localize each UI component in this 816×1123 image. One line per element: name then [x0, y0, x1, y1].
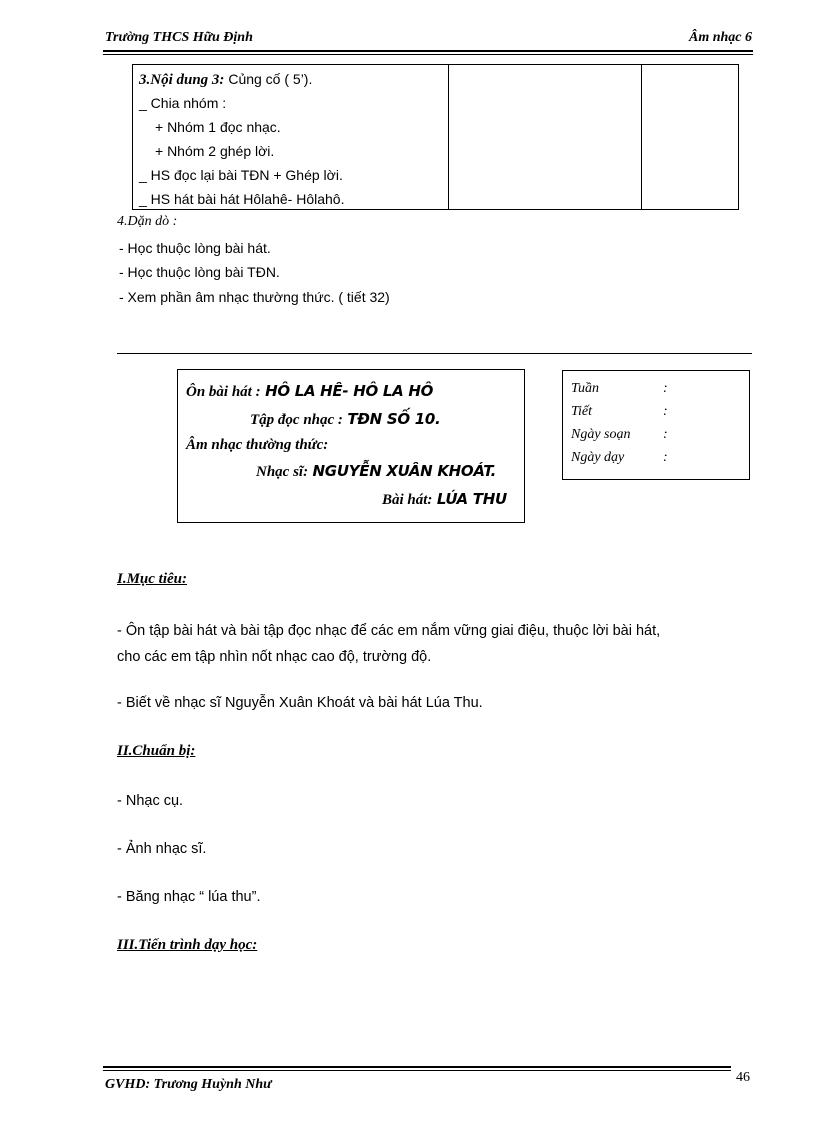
composer-label: Nhạc sĩ:: [256, 464, 309, 480]
song-value: HÔ LA HÊ- HÔ LA HÔ: [265, 382, 434, 400]
content-heading-label: 3.Nội dung 3:: [139, 72, 225, 88]
schedule-info-box: [562, 370, 750, 480]
reading-line: [250, 410, 440, 429]
song-label: Ôn bài hát :: [186, 384, 261, 400]
song-line: [186, 382, 433, 401]
preparation-item: - Nhạc cụ.: [117, 793, 184, 809]
info-label: Tiết: [571, 404, 593, 419]
info-colon: :: [663, 404, 668, 419]
reading-value: TĐN SỐ 10.: [347, 410, 441, 428]
preparation-heading: II.Chuẩn bị:: [117, 743, 196, 759]
table-line: _ Chia nhóm :: [139, 95, 227, 111]
piece-label: Bài hát:: [382, 492, 433, 508]
table-column-divider: [448, 65, 449, 209]
header-school: Trường THCS Hữu Định: [105, 30, 253, 45]
table-line: _ HS đọc lại bài TĐN + Ghép lời.: [139, 167, 343, 183]
preparation-item: - Băng nhạc “ lúa thu”.: [117, 889, 261, 905]
info-colon: :: [663, 427, 668, 442]
objectives-text: cho các em tập nhìn nốt nhạc cao độ, trường độ.: [117, 649, 432, 665]
table-line: + Nhóm 2 ghép lời.: [155, 143, 275, 159]
info-row-week: [571, 381, 668, 397]
objectives-heading: I.Mục tiêu:: [117, 571, 188, 587]
info-colon: :: [663, 381, 668, 396]
info-row-teaching-date: [571, 450, 668, 466]
table-column-divider: [641, 65, 642, 209]
info-label: Ngày dạy: [571, 450, 625, 465]
footer-divider: [103, 1066, 731, 1068]
homework-item: - Học thuộc lòng bài TĐN.: [119, 264, 280, 280]
theory-line: [186, 436, 328, 454]
process-heading: III.Tiến trình dạy học:: [117, 937, 258, 953]
info-colon: :: [663, 450, 668, 465]
reading-label: Tập đọc nhạc :: [250, 412, 343, 428]
content-heading: [139, 71, 312, 89]
info-label: Tuần: [571, 381, 600, 396]
info-label: Ngày soạn: [571, 427, 631, 442]
table-line: _ HS hát bài hát Hôlahê- Hôlahô.: [139, 191, 345, 207]
info-row-period: [571, 404, 668, 420]
footer-divider-thin: [103, 1070, 731, 1071]
info-row-prepared-date: [571, 427, 668, 443]
header-divider: [103, 50, 753, 52]
footer-teacher: GVHD: Trương Huỳnh Như: [105, 1077, 272, 1092]
table-line: + Nhóm 1 đọc nhạc.: [155, 119, 281, 135]
header-divider-thin: [103, 54, 753, 55]
activity-table: [132, 64, 739, 210]
piece-line: [382, 490, 507, 509]
homework-item: - Học thuộc lòng bài hát.: [119, 240, 271, 256]
homework-title: 4.Dặn dò :: [117, 214, 178, 229]
composer-value: NGUYỄN XUÂN KHOÁT.: [312, 462, 497, 480]
header-subject: Âm nhạc 6: [688, 30, 752, 45]
page-number: 46: [736, 1070, 750, 1085]
composer-line: [256, 462, 496, 481]
objectives-text: - Ôn tập bài hát và bài tập đọc nhạc để các em nắm vững giai điệu, thuộc lời bài hát,: [117, 623, 661, 639]
content-heading-text: Củng cố ( 5’).: [224, 71, 313, 87]
lesson-title-box: [177, 369, 525, 523]
preparation-item: - Ảnh nhạc sĩ.: [117, 841, 207, 857]
theory-label: Âm nhạc thường thức:: [186, 437, 329, 453]
objectives-text: - Biết về nhạc sĩ Nguyễn Xuân Khoát và bài hát Lúa Thu.: [117, 695, 483, 711]
homework-item: - Xem phần âm nhạc thường thức. ( tiết 32): [119, 289, 390, 305]
section-divider: [117, 353, 752, 354]
piece-value: LÚA THU: [436, 490, 507, 508]
